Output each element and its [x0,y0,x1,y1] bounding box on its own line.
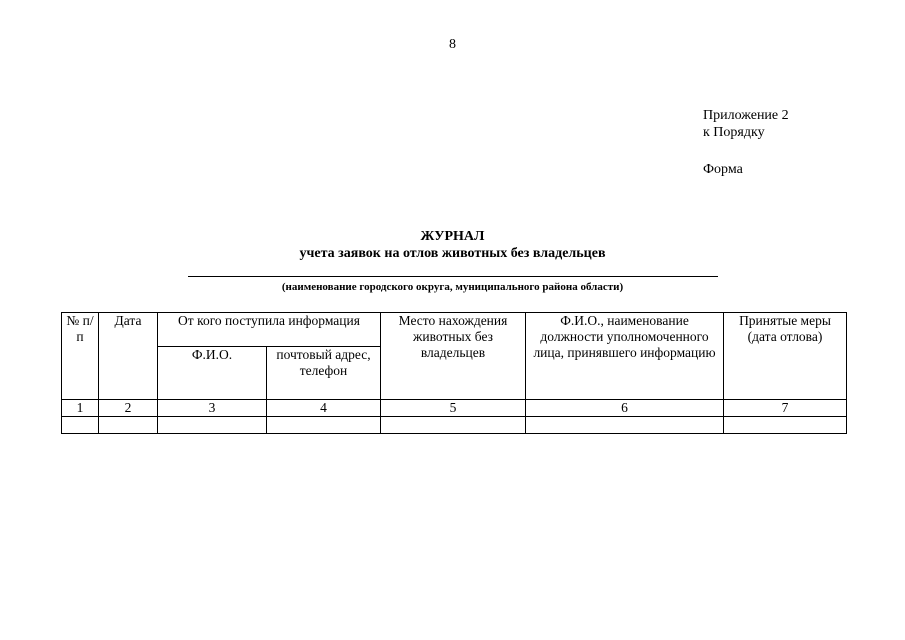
header-row-1 [62,313,847,347]
header-official: Ф.И.О., наименование должности уполномоченного лица, принявшего информацию [526,313,724,400]
empty-row [62,417,847,434]
column-number: 7 [724,400,847,417]
column-number: 5 [381,400,526,417]
header-measures: Принятые меры (дата отлова) [724,313,847,400]
appendix-reference: к Порядку [703,125,765,140]
empty-cell[interactable] [267,417,381,434]
form-label: Форма [703,162,743,177]
page-number: 8 [449,37,456,52]
header-fio: Ф.И.О. [158,347,267,400]
title-subtitle: учета заявок на отлов животных без владельцев [299,246,606,261]
empty-cell[interactable] [158,417,267,434]
empty-cell[interactable] [99,417,158,434]
empty-cell[interactable] [526,417,724,434]
title-main: ЖУРНАЛ [420,229,485,244]
column-number: 1 [62,400,99,417]
empty-cell[interactable] [62,417,99,434]
empty-cell[interactable] [381,417,526,434]
header-source: От кого поступила информация [158,313,381,347]
column-number: 2 [99,400,158,417]
name-caption: (наименование городского округа, муниципального района области) [281,281,624,293]
appendix-block [703,107,789,178]
column-number-row [62,400,847,417]
name-fill-line [188,276,718,277]
column-number: 3 [158,400,267,417]
document-title [0,228,905,262]
column-number: 6 [526,400,724,417]
appendix-number: Приложение 2 [703,108,789,123]
empty-cell[interactable] [724,417,847,434]
header-location: Место нахождения животных без владельцев [381,313,526,400]
journal-table [61,312,847,434]
header-date: Дата [99,313,158,400]
header-num: № п/п [62,313,99,400]
header-address: почтовый адрес, телефон [267,347,381,400]
column-number: 4 [267,400,381,417]
